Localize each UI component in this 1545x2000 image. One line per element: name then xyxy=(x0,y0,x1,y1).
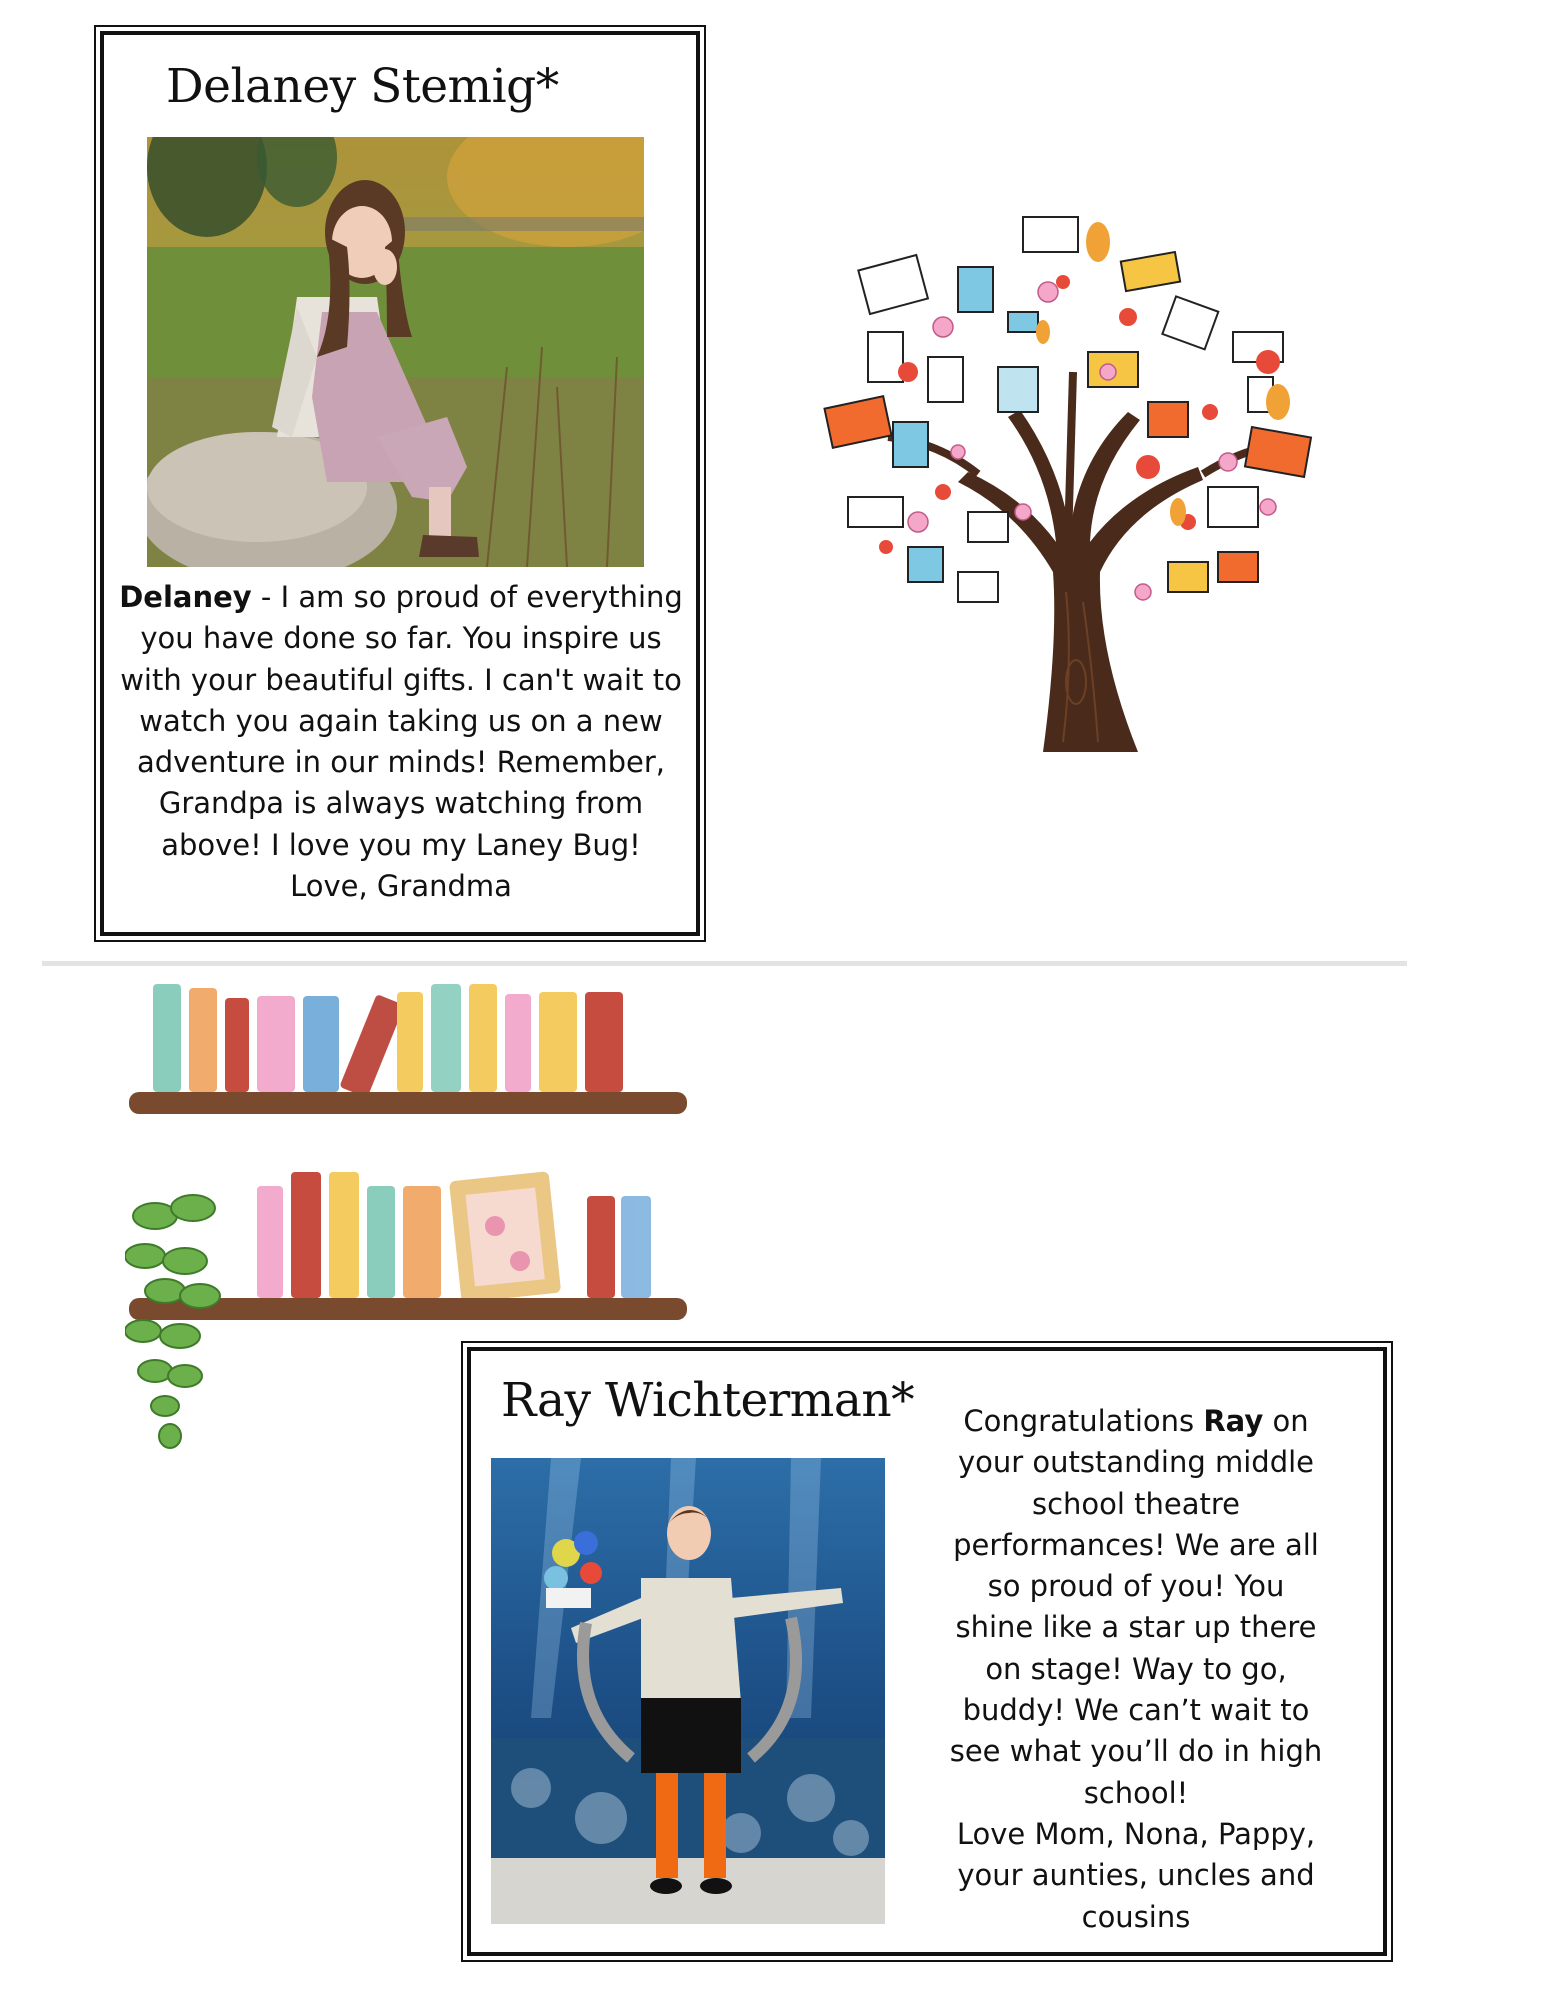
portrait-photo-icon xyxy=(147,137,644,567)
message-line: watch you again taking us on a new xyxy=(139,703,663,738)
message-line: school! xyxy=(1083,1775,1189,1810)
message-line: - I am so proud of everything xyxy=(251,580,683,614)
book-tree-illustration xyxy=(808,212,1338,757)
student-card-delaney xyxy=(100,31,700,936)
message-line: with your beautiful gifts. I can't wait to xyxy=(120,662,682,697)
student-photo xyxy=(491,1458,885,1924)
section-divider xyxy=(42,961,1407,966)
message-line: so proud of you! You xyxy=(987,1569,1285,1604)
student-message xyxy=(118,577,684,907)
student-card-ray xyxy=(467,1347,1387,1956)
message-line: performances! We are all xyxy=(953,1527,1319,1562)
message-line: above! I love you my Laney Bug! xyxy=(161,827,641,862)
student-photo xyxy=(147,137,644,567)
hanging-plant-icon xyxy=(125,1195,220,1448)
message-line: you have done so far. You inspire us xyxy=(140,621,662,656)
message-line: adventure in our minds! Remember, xyxy=(136,745,666,780)
message-line: Congratulations xyxy=(963,1404,1204,1438)
message-line: on xyxy=(1263,1404,1309,1438)
student-name: Ray Wichterman* xyxy=(501,1373,915,1428)
message-line: cousins xyxy=(1081,1899,1191,1934)
book-tree-icon xyxy=(808,212,1338,757)
message-line: Grandpa is always watching from xyxy=(158,786,644,821)
message-line: on stage! Way to go, xyxy=(985,1651,1287,1686)
message-line: school theatre xyxy=(1031,1486,1241,1521)
message-line: shine like a star up there xyxy=(955,1610,1317,1645)
message-line: your aunties, uncles and xyxy=(957,1858,1315,1893)
message-line: Love Mom, Nona, Pappy, xyxy=(956,1816,1316,1851)
message-bold-name: Ray xyxy=(1203,1404,1264,1438)
message-bold-name: Delaney xyxy=(119,580,252,614)
message-line: Love, Grandma xyxy=(290,869,512,904)
student-message xyxy=(915,1401,1357,1938)
stage-photo-icon xyxy=(491,1458,885,1924)
message-line: buddy! We can’t wait to xyxy=(962,1693,1310,1728)
message-line: see what you’ll do in high xyxy=(949,1734,1323,1769)
message-line: your outstanding middle xyxy=(957,1445,1315,1480)
student-name: Delaney Stemig* xyxy=(166,59,559,114)
